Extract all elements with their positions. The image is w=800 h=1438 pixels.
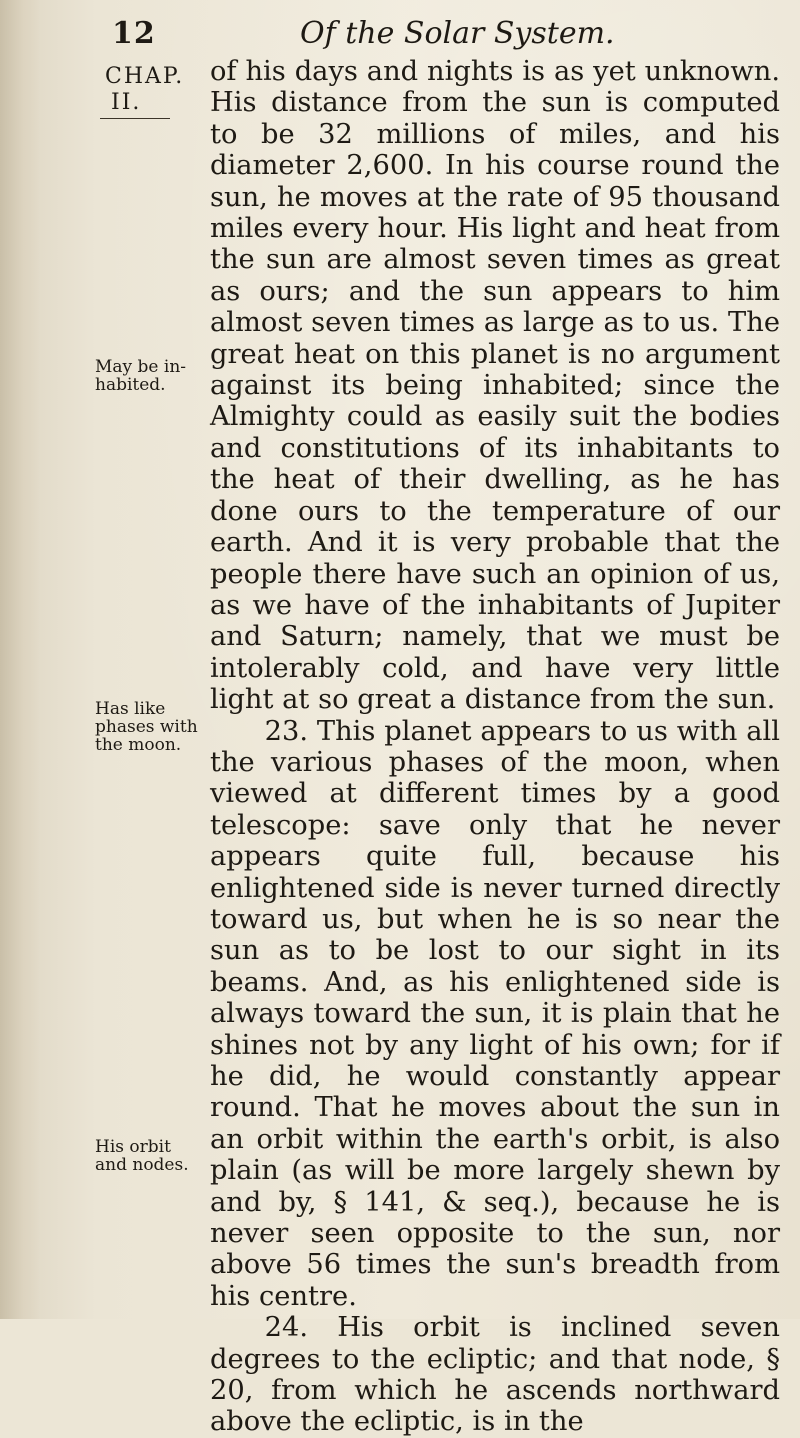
paragraph-23: 23. This planet appears to us with all the various phases of the moon, when viewed at different times by a good telescope: save only that he never appears quite full, because his enlightened side is never turned directly toward us, but when he is so near the sun as to be lost to our sight in its beams. And, as his enlightened side is always toward the sun, it is plain that he shines not by any light of his own; for if he did, he would constantly appear round. That he moves about the sun in an orbit within the earth's orbit, is also plain (as will be more largely shewn by and by, § 141, & seq.), because he is never seen opposite to the sun, nor above 56 times the sun's breadth from his centre.: [210, 715, 780, 1312]
margin-note-phases: Has like phases with the moon.: [95, 699, 198, 755]
page-number: 12: [112, 16, 156, 51]
page-gutter-shadow: [0, 0, 40, 1319]
running-title: Of the Solar System.: [300, 16, 615, 51]
chapter-number: II.: [111, 90, 142, 115]
body-text: [210, 56, 780, 1438]
chapter-divider: [100, 118, 170, 119]
paragraph-22-continued: of his days and nights is as yet unknown. His distance from the sun is computed to be 32 millions of miles, and his diameter 2,600. In his course round the sun, he moves at the rate of 95 thousand miles every hour. His light and heat from the sun are almost seven times as great as ours; and the sun appears to him almost seven times as large as to us. The great heat on this planet is no argument against its being inhabited; since the Almighty could as easily suit the bodies and constitutions of its inhabitants to the heat of their dwelling, as he has done ours to the temperature of our earth. And it is very probable that the people there have such an opinion of us, as we have of the inhabitants of Jupiter and Saturn; namely, that we must be intolerably cold, and have very little light at so great a distance from the sun.: [210, 56, 780, 716]
chapter-label: [105, 64, 184, 116]
chapter-label-text: CHAP.: [105, 64, 185, 89]
paragraph-24: 24. His orbit is inclined seven degrees to the ecliptic; and that node, § 20, from which he ascends northward above the ecliptic, is in the: [210, 1312, 780, 1438]
margin-note-inhabited: May be in-habited.: [95, 357, 187, 395]
running-head: [0, 12, 800, 52]
margin-note-orbit: His orbit and nodes.: [95, 1137, 189, 1175]
